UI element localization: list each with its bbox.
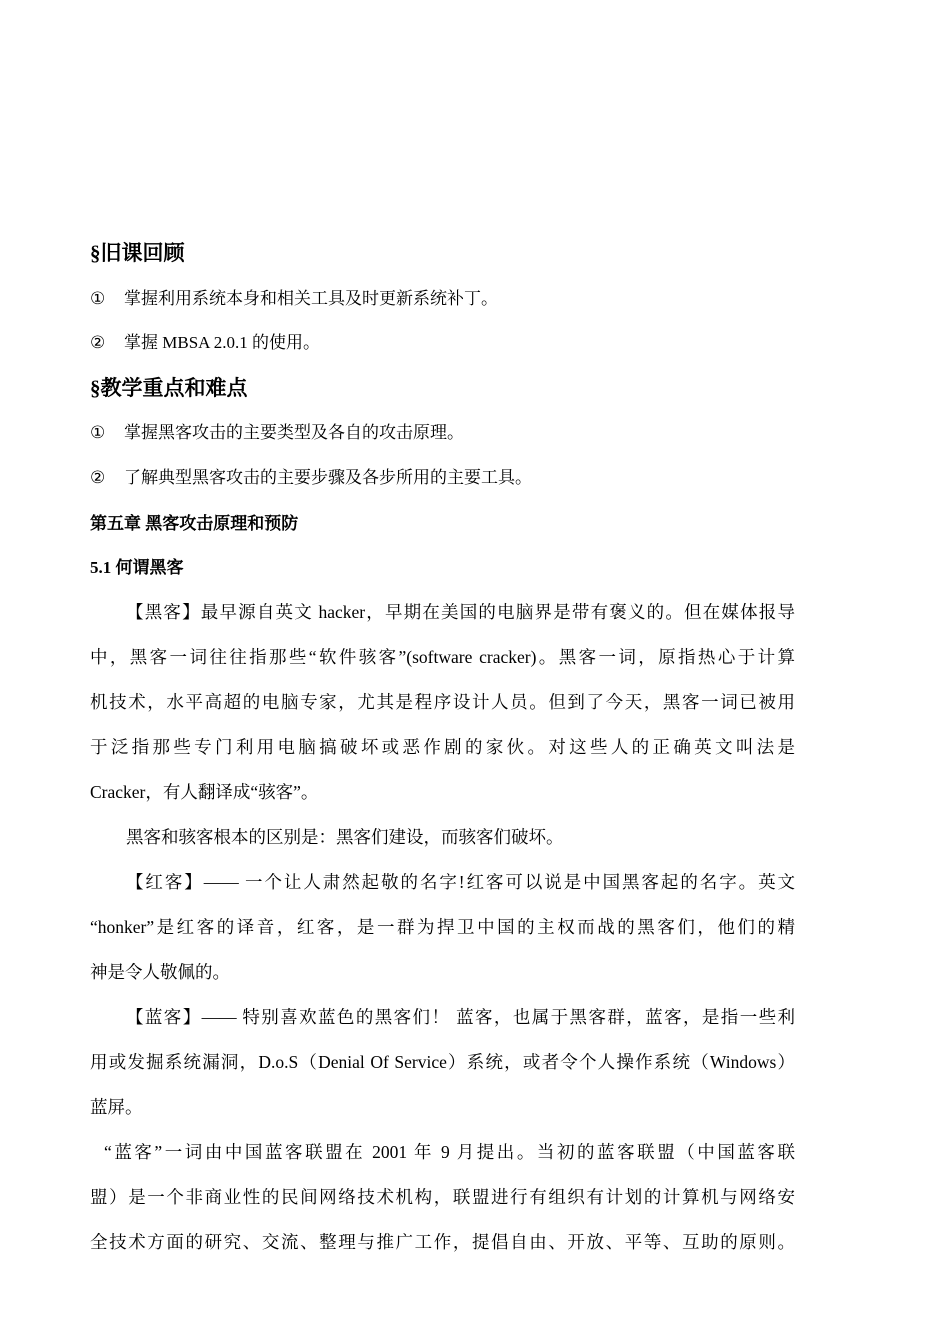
paragraph-line: 【红客】—— 一个让人肃然起敬的名字!红客可以说是中国黑客起的名字。英文 <box>126 872 795 892</box>
paragraph-line: 【黑客】最早源自英文 hacker，早期在美国的电脑界是带有褒义的。但在媒体报导 <box>126 602 795 622</box>
list-item-text: 掌握黑客攻击的主要类型及各自的攻击原理。 <box>124 423 464 442</box>
list-number: ② <box>90 333 106 352</box>
review-item-1 <box>90 287 498 311</box>
paragraph-line: 机技术，水平高超的电脑专家，尤其是程序设计人员。但到了今天，黑客一词已被用 <box>90 692 795 712</box>
paragraph-line: 黑客和骇客根本的区别是：黑客们建设，而骇客们破坏。 <box>126 827 564 847</box>
section-title: 5.1 何谓黑客 <box>90 558 184 577</box>
paragraph-line: 蓝屏。 <box>90 1097 143 1117</box>
paragraph-line: 中，黑客一词往往指那些“软件骇客”(software cracker)。黑客一词，原指热心于计算 <box>90 647 795 667</box>
paragraph-line: 于泛指那些专门利用电脑搞破坏或恶作剧的家伙。对这些人的正确英文叫法是 <box>90 737 795 757</box>
list-item-text: 掌握 MBSA 2.0.1 的使用。 <box>124 333 320 352</box>
paragraph-line: 盟）是一个非商业性的民间网络技术机构，联盟进行有组织有计划的计算机与网络安 <box>90 1187 795 1207</box>
focus-item-2 <box>90 466 532 490</box>
chapter-title: 第五章 黑客攻击原理和预防 <box>90 514 299 533</box>
paragraph-line: 神是令人敬佩的。 <box>90 962 230 982</box>
paragraph-line: 全技术方面的研究、交流、整理与推广工作，提倡自由、开放、平等、互助的原则。 <box>90 1232 795 1252</box>
paragraph-line: 用或发掘系统漏洞，D.o.S（Denial Of Service）系统，或者令个人操作系统（Windows） <box>90 1052 795 1072</box>
list-number: ① <box>90 423 106 442</box>
review-heading: §旧课回顾 <box>90 241 185 265</box>
paragraph-line: “蓝客”一词由中国蓝客联盟在 2001 年 9 月提出。当初的蓝客联盟（中国蓝客联 <box>104 1142 795 1162</box>
review-item-2 <box>90 331 320 355</box>
paragraph-line: 【蓝客】—— 特别喜欢蓝色的黑客们！ 蓝客，也属于黑客群，蓝客，是指一些利 <box>126 1007 795 1027</box>
list-item-text: 了解典型黑客攻击的主要步骤及各步所用的主要工具。 <box>124 468 532 487</box>
focus-item-1 <box>90 421 464 445</box>
focus-heading: §教学重点和难点 <box>90 376 248 400</box>
paragraph-line: “honker”是红客的译音，红客，是一群为捍卫中国的主权而战的黑客们，他们的精 <box>90 917 795 937</box>
paragraph-line: Cracker，有人翻译成“骇客”。 <box>90 782 319 802</box>
list-item-text: 掌握利用系统本身和相关工具及时更新系统补丁。 <box>124 289 498 308</box>
list-number: ② <box>90 468 106 487</box>
list-number: ① <box>90 289 106 308</box>
